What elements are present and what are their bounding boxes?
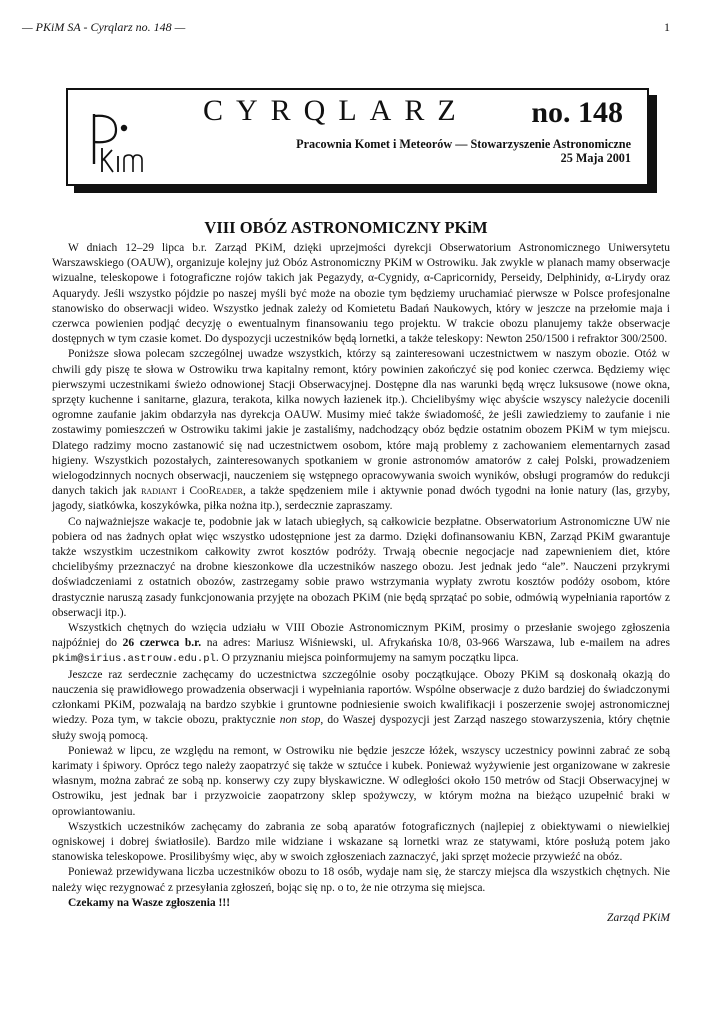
paragraph: Wszystkich chętnych do wzięcia udziału w VIII Obozie Astronomicznym PKiM, prosimy o przesłanie swojego zgłoszenia najpóźniej do 26 czerwca b.r. na adres: Mariusz Wiśniewski, ul. Afrykańska 10/8, 03-966 Warszawa, lub e-mailem na adres pkim@sirius.astrouw.edu.pl. O przyznaniu miejsca poinformujemy na samym początku lipca.: [52, 622, 670, 666]
pkim-logo-icon: [86, 104, 144, 176]
newsletter-title: CYRQLARZ: [203, 94, 469, 127]
paragraph: Jeszcze raz serdecznie zachęcamy do uczestnictwa szczególnie osoby początkujące. Obozy PKiM są doskonałą okazją do nauczenia się prawidłowego prowadzenia obserwacji i wypełniania raportów. Wspólne obserwacje z dużo bardziej do świadczonymi członkami PKiM, pozwalają na bardzo szybkie i gruntowne podniesienie swoich kwalifikacji i poszerzenie swojej astronomicznej wiedzy. Poza tym, w takcie obozu, praktycznie non stop, do Waszej dyspozycji jest Zarząd naszego stowarzyszenia, który chętnie służy swoją pomocą.: [52, 668, 670, 742]
paragraph: Ponieważ przewidywana liczba uczestników obozu to 18 osób, wydaje nam się, że starczy miejsca dla wszystkich chętnych. Nie należy więc rezygnować z przesyłania zgłoszeń, bojąc się np. o to, że nie otrzyma się miejsca.: [52, 866, 670, 894]
software-name: radiant: [141, 485, 178, 498]
article-title: VIII OBÓZ ASTRONOMICZNY PKiM: [204, 218, 488, 237]
issue-date: 25 Maja 2001: [560, 151, 631, 165]
article-body: [52, 241, 670, 926]
masthead: [66, 88, 649, 186]
signature: Zarząd PKiM: [607, 911, 670, 924]
page-number: 1: [664, 20, 670, 34]
running-header: [22, 20, 670, 35]
closing-line: Czekamy na Wasze zgłoszenia !!!: [68, 896, 231, 909]
masthead-subtitle: [296, 137, 631, 165]
issue-number: no. 148: [531, 96, 623, 129]
deadline-date: 26 czerwca b.r.: [122, 637, 202, 650]
running-header-title: — PKiM SA - Cyrqlarz no. 148 —: [22, 20, 186, 34]
publisher-name: Pracownia Komet i Meteorów — Stowarzyszenie Astronomiczne: [296, 137, 631, 151]
software-name: CooReader: [189, 485, 243, 498]
paragraph: Poniższe słowa polecam szczególnej uwadze wszystkich, którzy są zainteresowani uczestnictwem w naszym obozie. Otóż w chwili gdy piszę te słowa w Ostrowiku trwa kapitalny remont, który powinien zakończyć się pod koniec czerwca. Będziemy więc pierwszymi uczestnikami świeżo odnowionej Stacji Obserwacyjnej. Dostępne dla nas warunki będą wręcz luksusowe (nowe okna, sprzęty kuchenne i sanitarne, glazura, terakota, kilka nowych łazienek itp.). Chcielibyśmy więc abyście wszyscy należycie docenili ogromne zaufanie jakim obdarzyła nas dyrekcja OAUW. Musimy mieć także świadomość, że jeśli zawiedziemy to zaufanie i nie zostawimy pomieszczeń w Ostrowiku takimi jakie je zastaliśmy, nadchodzący obóz będzie ostatnim obozem PKiM w tym miejscu. Dlatego radzimy mocno zastanowić się nad uczestnictwem osobom, które mają problemy z zachowaniem elementarnych zasad higieny. Wszystkich pozostałych, zainteresowanych spotkaniem w gronie astronomów amatorów z całej Polski, prowadzeniem wielogodzinnych nocnych obserwacji, nauczeniem się wstępnego opracowywania swoich wyników, obsługi programów do redukcji danych takich jak radiant i CooReader, a także spędzeniem mile i aktywnie ponad dwóch tygodni na łonie natury (las, grzyby, jagody, siatkówka, koszykówka, piłka nożna itp.), serdecznie zapraszamy.: [52, 348, 670, 513]
paragraph: W dniach 12–29 lipca b.r. Zarząd PKiM, dzięki uprzejmości dyrekcji Obserwatorium Astronomicznego Uniwersytetu Warszawskiego (OAUW), organizuje kolejny już Obóz Astronomiczny PKiM w Ostrowiku. Jak zwykle w planach mamy obserwacje wizualne, teleskopowe i fotograficzne rojów takich jak Pegazydy, α-Cygnidy, α-Capricornidy, Perseidy, Delphinidy, α-Lirydy oraz Aquarydy. Jeśli wszystko pójdzie po naszej myśli być może na obozie tym będziemy uruchamiać pierwsze w Polsce profesjonalne stanowisko do obserwacji wideo. Wszystko jednak zależy od Komietetu Badań Naukowych, który w jeszcze na przełomie maja i czerwca powienien podjąć decyzję o ewentualnym finansowaniu tego projektu. W trakcie obozu planujemy także obserwacje dostępnych w tym czasie komet. Do dyspozycji uczestników będą lornetki, a także teleskopy: Newton 250/1500 i refraktor 300/2500.: [52, 242, 670, 346]
paragraph: Wszystkich uczestników zachęcamy do zabrania ze sobą aparatów fotograficznych (najlepiej z obiektywami o niewielkiej ogniskowej i dobrej światłosile). Bardzo mile widziane i wskazane są lornetki wraz ze statywami, które posłużą potem jako stanowiska teleskopowe. Prosilibyśmy więc, aby w swoich zgłoszeniach zaznaczyć, jaki sprzęt możecie przywieźć na obóz.: [52, 820, 670, 864]
paragraph: Ponieważ w lipcu, ze względu na remont, w Ostrowiku nie będzie jeszcze łóżek, wszyscy uczestnicy powinni zabrać ze sobą karimaty i śpiwory. Oprócz tego należy zaopatrzyć się także w sztućce i kubek. Ponieważ wyżywienie jest organizowane w zakresie własnym, można zabrać ze sobą np. konserwy czy zupy błyskawiczne. W odległości około 150 metrów od Stacji Obserwacyjnej w Ostrowiku, jest jednak bar i przyzwoicie zaopatrzony sklep spożywczy, w którym można na bieżąco uzupełnić braki w oprowiantowaniu.: [52, 744, 670, 818]
email-link[interactable]: pkim@sirius.astrouw.edu.pl: [52, 653, 216, 666]
paragraph: Co najważniejsze wakacje te, podobnie jak w latach ubiegłych, są całkowicie bezpłatne. Obserwatorium Astronomiczne UW nie pobiera od nas żadnych opłat więc wszystko udostępnione jest za darmo. Dzięki dofinansowaniu KBN, Zarząd PKiM gwarantuje także wszystkim uczestnikom całkowity zwrot kosztów podróży. Trwają obecnie negocjacje nad zapewnieniem diet, które chcielibyśmy przeznaczyć na drobne kieszonkowe dla uczestników naszego obozu. Jest jednak jedo “ale”. Nauczeni przykrymi doświadczeniami z ostatnich obozów, zastrzegamy sobie prawo wstrzymania wypłaty zwrotu kosztów podóży osobom, które drastycznie naruszą zasady funkcjonowania przyjęte na obozach PKiM (nie będą sprzątać po sobie, odmówią wypełniania raportów z obserwacji itp.).: [52, 515, 670, 619]
